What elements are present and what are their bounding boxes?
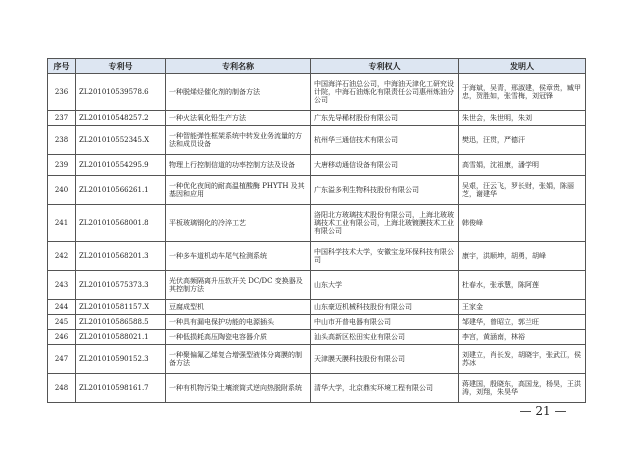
cell-inventors: 杜春水，张承慧，陈阿莲 xyxy=(459,271,586,300)
header-patent-name: 专利名称 xyxy=(166,59,311,74)
cell-patentee: 中国科学技术大学，安徽宝龙环保科技有限公司 xyxy=(311,242,459,271)
cell-patentee: 洛阳北方玻璃技术股份有限公司，上海北玻玻璃技术工业有限公司，上海北玻镀膜技术工业有限公司 xyxy=(311,205,459,242)
cell-patent-name: 光伏高频隔离升压软开关 DC/DC 变换器及其控制方法 xyxy=(166,271,311,300)
cell-patent-no: ZL201010539578.6 xyxy=(76,74,166,111)
table-row xyxy=(48,111,586,126)
cell-patent-no: ZL201010548257.2 xyxy=(76,111,166,126)
cell-patent-name: 一种具有漏电保护功能的电源插头 xyxy=(166,315,311,330)
cell-patent-name: 一种低损耗高压陶瓷电容器介质 xyxy=(166,330,311,345)
cell-patentee: 天津膜天膜科技股份有限公司 xyxy=(311,345,459,374)
cell-inventors: 王家金 xyxy=(459,300,586,315)
cell-seq: 242 xyxy=(48,242,76,271)
table-row xyxy=(48,374,586,403)
cell-patent-name: 平板玻璃钢化的冷淬工艺 xyxy=(166,205,311,242)
header-inventors: 发明人 xyxy=(459,59,586,74)
cell-inventors: 康宇，洪顺坤，胡勇，胡峰 xyxy=(459,242,586,271)
cell-seq: 245 xyxy=(48,315,76,330)
cell-patent-no: ZL201010568201.3 xyxy=(76,242,166,271)
cell-seq: 247 xyxy=(48,345,76,374)
table-row xyxy=(48,74,586,111)
cell-seq: 241 xyxy=(48,205,76,242)
cell-patent-name: 豆腐成型机 xyxy=(166,300,311,315)
cell-inventors: 吴艰，汪云飞，罗长财，张娟，陈丽芝，谢建华 xyxy=(459,176,586,205)
table-row xyxy=(48,242,586,271)
cell-patent-no: ZL201010598161.7 xyxy=(76,374,166,403)
cell-patent-no: ZL201010566261.1 xyxy=(76,176,166,205)
cell-patentee: 中国海洋石油总公司，中海油天津化工研究设计院，中海石油炼化有限责任公司惠州炼油分公司 xyxy=(311,74,459,111)
cell-patent-name: 一种火法氧化铅生产方法 xyxy=(166,111,311,126)
cell-patentee: 山东豪迈机械科技股份有限公司 xyxy=(311,300,459,315)
cell-inventors: 韩俊峰 xyxy=(459,205,586,242)
cell-patent-name: 一种智能弹性框架系统中转发业务流量的方法和成员设备 xyxy=(166,126,311,155)
cell-inventors: 蒋建国，殷晓东，高国龙，杨昊，王洪涛，刘翔，朱昊华 xyxy=(459,374,586,403)
cell-patent-name: 一种多车道机动车尾气检测系统 xyxy=(166,242,311,271)
cell-inventors: 樊迅，汪贯，严德汗 xyxy=(459,126,586,155)
cell-patent-no: ZL201010552345.X xyxy=(76,126,166,155)
cell-seq: 236 xyxy=(48,74,76,111)
cell-patent-no: ZL201010588021.1 xyxy=(76,330,166,345)
cell-seq: 238 xyxy=(48,126,76,155)
table-header-row xyxy=(48,59,586,74)
cell-inventors: 李宫，黄涵南，林裕 xyxy=(459,330,586,345)
cell-inventors: 高雪娟，沈祖康，潘学明 xyxy=(459,155,586,176)
table-row xyxy=(48,126,586,155)
cell-seq: 244 xyxy=(48,300,76,315)
table-row xyxy=(48,300,586,315)
cell-patent-no: ZL201010586588.5 xyxy=(76,315,166,330)
cell-patentee: 大唐移动通信设备有限公司 xyxy=(311,155,459,176)
table-row xyxy=(48,330,586,345)
table-row xyxy=(48,176,586,205)
cell-inventors: 刘建立，肖长发，胡晓宇，张武江，侯苏冰 xyxy=(459,345,586,374)
header-patent-no: 专利号 xyxy=(76,59,166,74)
cell-patentee: 广东先导稀材股份有限公司 xyxy=(311,111,459,126)
table-row xyxy=(48,155,586,176)
cell-patent-no: ZL201010568001.8 xyxy=(76,205,166,242)
cell-patent-no: ZL201010554295.9 xyxy=(76,155,166,176)
table-row xyxy=(48,271,586,300)
header-seq: 序号 xyxy=(48,59,76,74)
table-row xyxy=(48,315,586,330)
cell-seq: 239 xyxy=(48,155,76,176)
cell-seq: 240 xyxy=(48,176,76,205)
cell-inventors: 邹建华，曾昭立，郭兰旺 xyxy=(459,315,586,330)
cell-patent-name: 物理上行控制信道的功率控制方法及设备 xyxy=(166,155,311,176)
patent-table xyxy=(47,58,586,403)
cell-patent-name: 一种脱烯烃催化剂的制备方法 xyxy=(166,74,311,111)
cell-seq: 243 xyxy=(48,271,76,300)
table-row xyxy=(48,205,586,242)
cell-patentee: 中山市开普电器有限公司 xyxy=(311,315,459,330)
page-number: — 21 — xyxy=(519,404,567,418)
cell-patent-no: ZL201010581157.X xyxy=(76,300,166,315)
cell-patentee: 汕头高新区松田实业有限公司 xyxy=(311,330,459,345)
cell-patent-name: 一种有机物污染土壤滚筒式逆向热脱附系统 xyxy=(166,374,311,403)
cell-seq: 248 xyxy=(48,374,76,403)
cell-patent-name: 一种优化夜间的耐高温植酸酶 PHYTH 及其基因和应用 xyxy=(166,176,311,205)
cell-inventors: 于海斌，吴青，邢淑建，侯章贵，臧甲忠，贺胜如，张雪梅，刘冠锋 xyxy=(459,74,586,111)
cell-patentee: 清华大学，北京鼎实环境工程有限公司 xyxy=(311,374,459,403)
cell-patent-name: 一种聚偏氟乙烯复合增强型液体分离膜的制备方法 xyxy=(166,345,311,374)
cell-inventors: 朱世会，朱世明，朱刘 xyxy=(459,111,586,126)
header-patentee: 专利权人 xyxy=(311,59,459,74)
cell-seq: 246 xyxy=(48,330,76,345)
table-row xyxy=(48,345,586,374)
cell-patent-no: ZL201010590152.3 xyxy=(76,345,166,374)
cell-seq: 237 xyxy=(48,111,76,126)
cell-patentee: 杭州华三通信技术有限公司 xyxy=(311,126,459,155)
cell-patent-no: ZL201010575373.3 xyxy=(76,271,166,300)
cell-patentee: 山东大学 xyxy=(311,271,459,300)
cell-patentee: 广东溢多利生物科技股份有限公司 xyxy=(311,176,459,205)
